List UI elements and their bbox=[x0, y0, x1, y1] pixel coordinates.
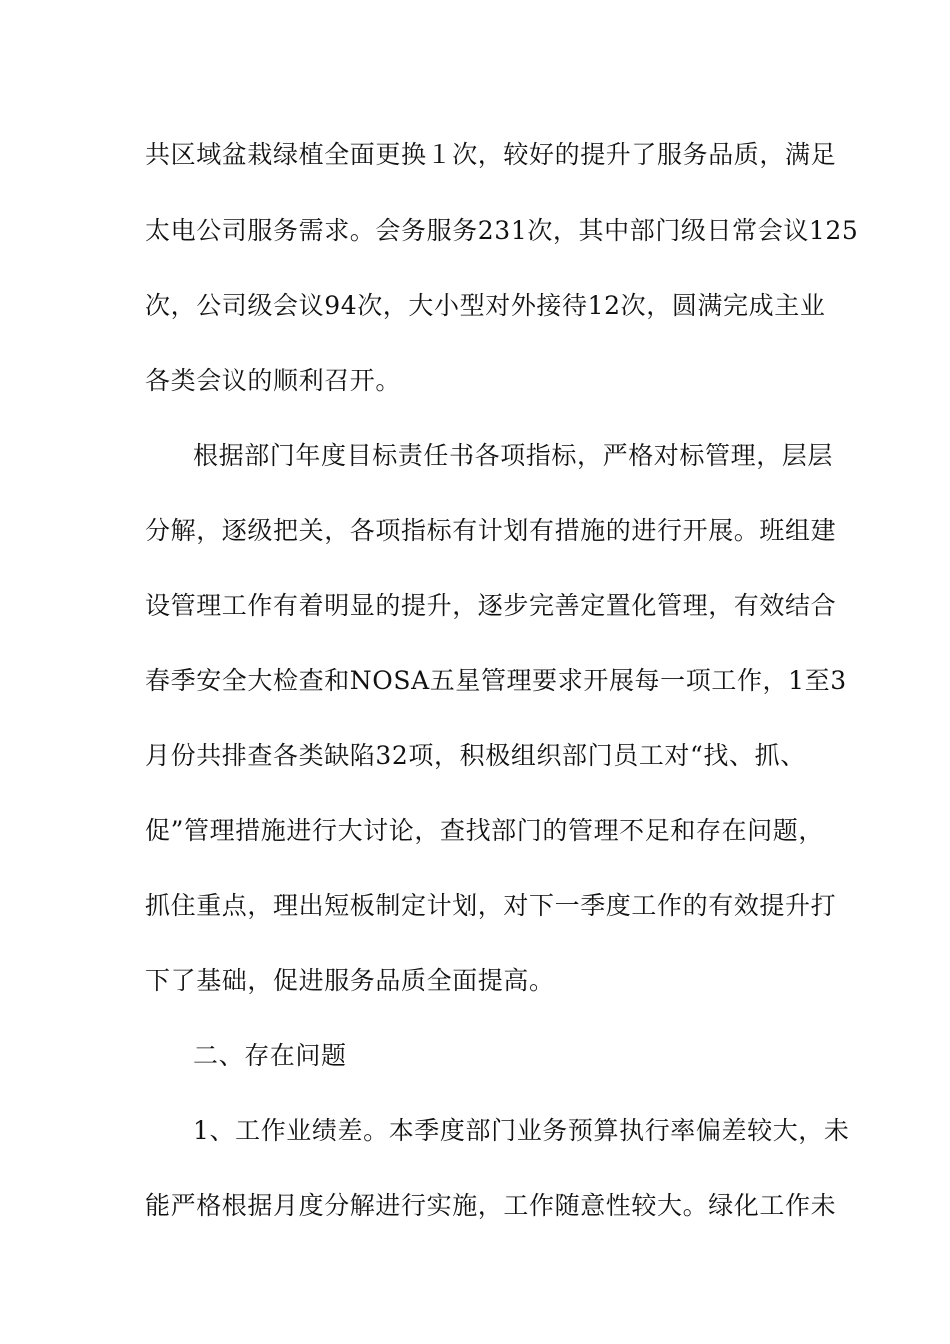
text-line: 促”管理措施进行大讨论，查找部门的管理不足和存在问题， bbox=[145, 816, 824, 845]
text-line: 能严格根据月度分解进行实施，工作随意性较大。绿化工作未 bbox=[145, 1191, 837, 1220]
text-line: 次，公司级会议94次，大小型对外接待12次，圆满完成主业 bbox=[145, 291, 826, 320]
section-heading: 二、存在问题 bbox=[193, 1041, 347, 1070]
text-line: 抓住重点，理出短板制定计划，对下一季度工作的有效提升打 bbox=[145, 891, 837, 920]
text-line: 春季安全大检查和NOSA五星管理要求开展每一项工作，1至3 bbox=[145, 666, 847, 695]
text-line: 分解，逐级把关，各项指标有计划有措施的进行开展。班组建 bbox=[145, 516, 837, 545]
text-line: 太电公司服务需求。会务服务231次，其中部门级日常会议125 bbox=[145, 216, 859, 245]
text-line: 设管理工作有着明显的提升，逐步完善定置化管理，有效结合 bbox=[145, 591, 837, 620]
text-line: 月份共排查各类缺陷32项，积极组织部门员工对“找、抓、 bbox=[145, 741, 806, 770]
text-line: 下了基础，促进服务品质全面提高。 bbox=[145, 966, 555, 995]
text-line: 1、工作业绩差。本季度部门业务预算执行率偏差较大，未 bbox=[193, 1116, 850, 1145]
text-line: 共区域盆栽绿植全面更换１次，较好的提升了服务品质，满足 bbox=[145, 140, 837, 169]
text-line: 各类会议的顺利召开。 bbox=[145, 366, 402, 395]
text-line: 根据部门年度目标责任书各项指标，严格对标管理，层层 bbox=[193, 441, 834, 470]
